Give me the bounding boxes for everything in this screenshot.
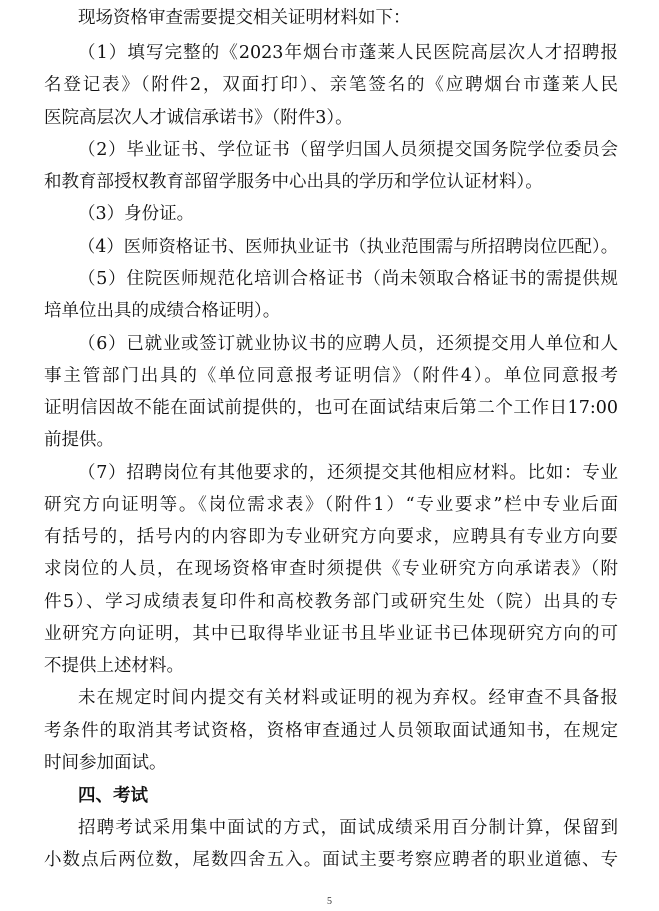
item-1-line-1: （1）填写完整的《2023年烟台市蓬莱人民医院高层次人才招聘报 xyxy=(78,43,618,63)
exam-line-2: 小数点后两位数，尾数四舍五入。面试主要考察应聘者的职业道德、专 xyxy=(44,850,618,870)
forfeit-line-3: 时间参加面试。 xyxy=(44,753,167,773)
item-7-line-2: 研究方向证明等。《岗位需求表》（附件1）“专业要求”栏中专业后面 xyxy=(44,495,618,515)
forfeit-line-2: 考条件的取消其考试资格，资格审查通过人员领取面试通知书，在规定 xyxy=(44,721,618,741)
item-7-line-7: 不提供上述材料。 xyxy=(44,656,184,676)
item-6-line-1: （6）已就业或签订就业协议书的应聘人员，还须提交用人单位和人 xyxy=(78,334,618,354)
page-number: 5 xyxy=(327,896,332,907)
item-7-line-5: 件5）、学习成绩表复印件和高校教务部门或研究生处（院）出具的专 xyxy=(44,592,618,612)
item-2-line-1: （2）毕业证书、学位证书（留学归国人员须提交国务院学位委员会 xyxy=(78,140,618,160)
exam-line-1: 招聘考试采用集中面试的方式，面试成绩采用百分制计算，保留到 xyxy=(78,818,618,838)
forfeit-line-1: 未在规定时间内提交有关材料或证明的视为弃权。经审查不具备报 xyxy=(78,688,618,708)
item-7-line-3: 有括号的，括号内的内容即为专业研究方向要求，应聘具有专业方向要 xyxy=(44,527,618,547)
item-6-line-3: 证明信因故不能在面试前提供的，也可在面试结束后第二个工作日17:00 xyxy=(44,398,618,418)
item-7-line-6: 业研究方向证明，其中已取得毕业证书且毕业证书已体现研究方向的可 xyxy=(44,624,618,644)
item-1-line-3: 医院高层次人才诚信承诺书》（附件3）。 xyxy=(44,108,353,128)
item-7-line-1: （7）招聘岗位有其他要求的，还须提交其他相应材料。比如：专业 xyxy=(78,463,618,483)
item-7-line-4: 求岗位的人员，在现场资格审查时须提供《专业研究方向承诺表》（附 xyxy=(44,559,618,579)
item-3-line: （3）身份证。 xyxy=(78,204,195,224)
section-heading-exam: 四、考试 xyxy=(78,786,148,806)
item-4-line: （4）医师资格证书、医师执业证书（执业范围需与所招聘岗位匹配）。 xyxy=(78,237,618,257)
item-1-line-2: 名登记表》（附件2，双面打印）、亲笔签名的《应聘烟台市蓬莱人民 xyxy=(44,75,618,95)
intro-line: 现场资格审查需要提交相关证明材料如下： xyxy=(78,8,411,28)
item-2-line-2: 和教育部授权教育部留学服务中心出具的学历和学位认证材料）。 xyxy=(44,172,543,192)
item-5-line-1: （5）住院医师规范化培训合格证书（尚未领取合格证书的需提供规 xyxy=(78,269,618,289)
item-6-line-4: 前提供。 xyxy=(44,430,114,450)
item-5-line-2: 培单位出具的成绩合格证明）。 xyxy=(44,301,281,321)
item-6-line-2: 事主管部门出具的《单位同意报考证明信》（附件4）。单位同意报考 xyxy=(44,366,618,386)
